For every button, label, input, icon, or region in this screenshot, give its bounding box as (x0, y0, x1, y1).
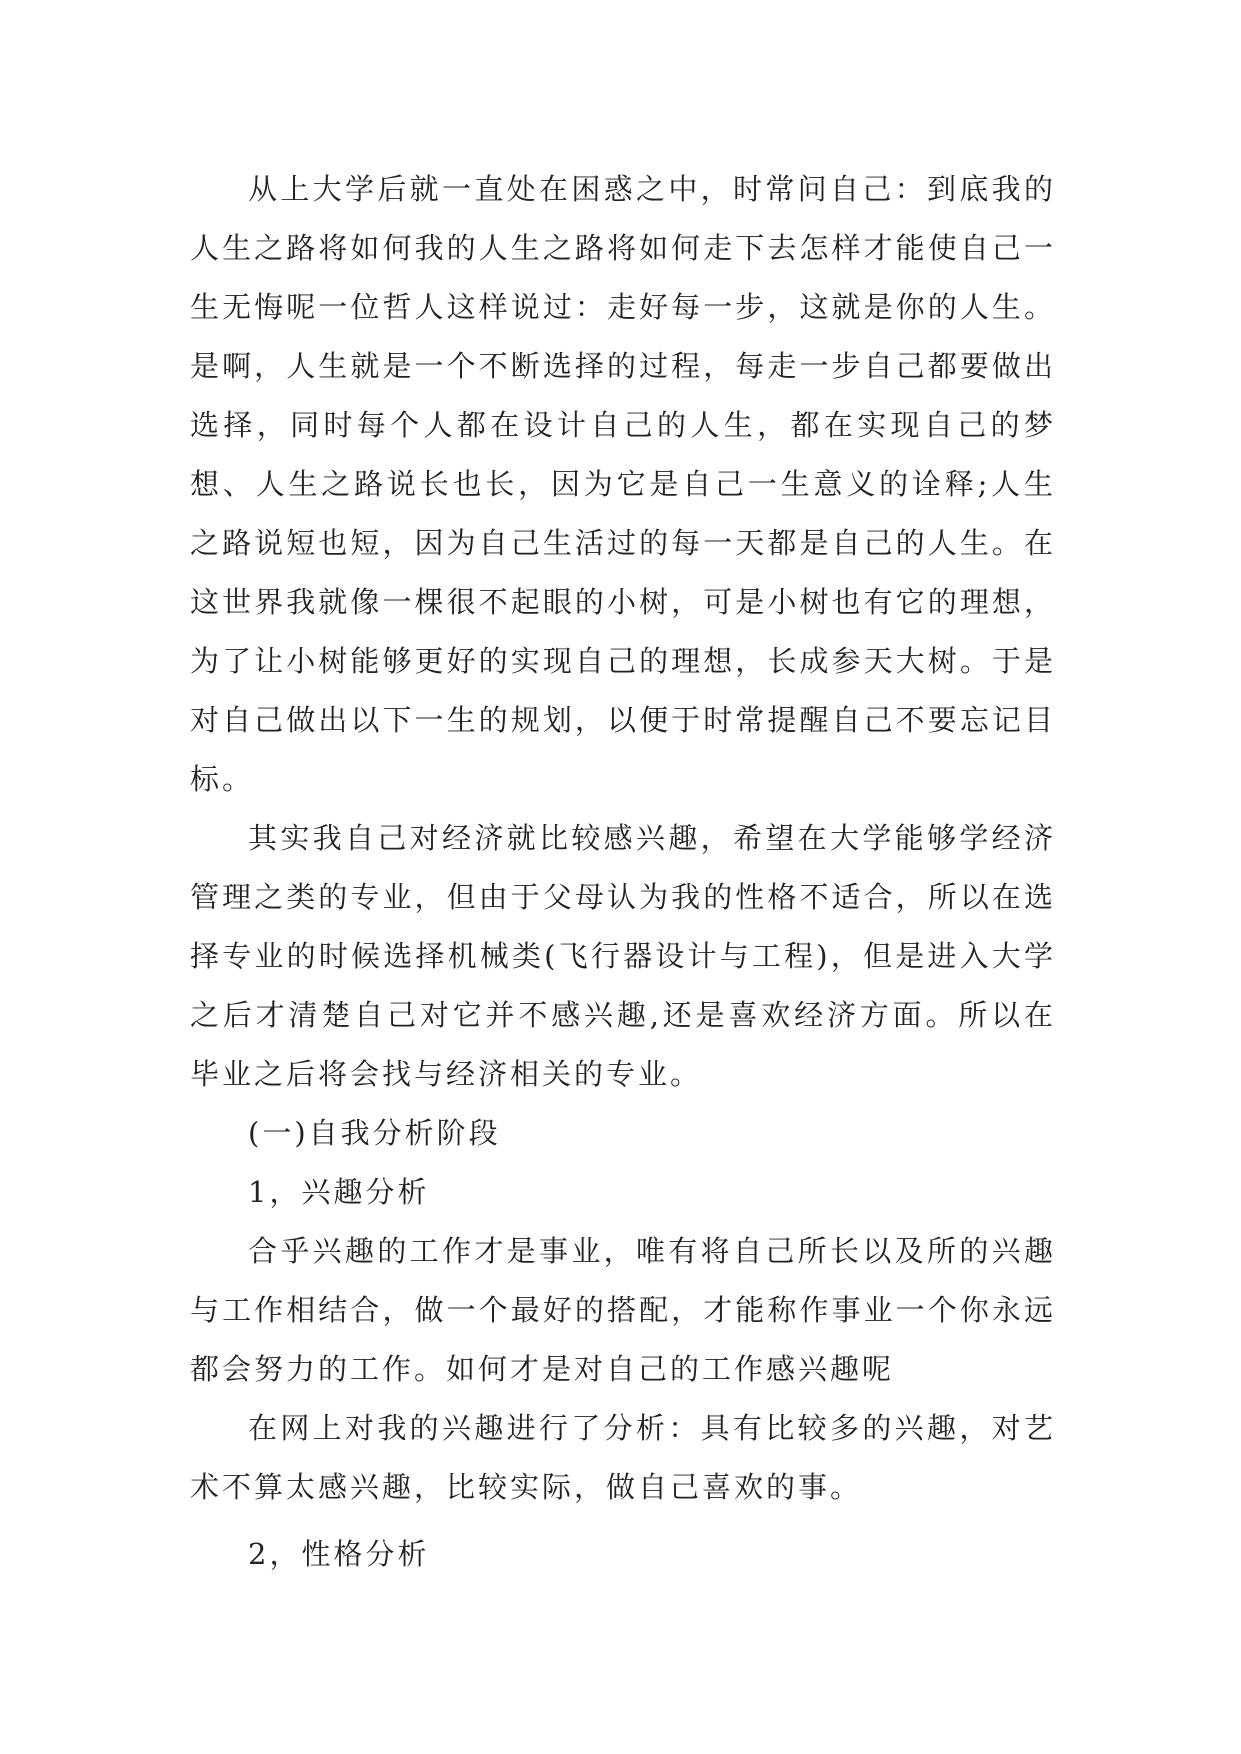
paragraph-interest-work: 合乎兴趣的工作才是事业，唯有将自己所长以及所的兴趣与工作相结合，做一个最好的搭配，才能称作事业一个你永远都会努力的工作。如何才是对自己的工作感兴趣呢 (190, 1234, 1056, 1386)
section-heading-self-analysis: (一)自我分析阶段 (248, 1116, 501, 1150)
subheading-interest-analysis: 1，兴趣分析 (248, 1175, 430, 1209)
paragraph-interest-result: 在网上对我的兴趣进行了分析：具有比较多的兴趣，对艺术不算太感兴趣，比较实际，做自己喜欢的事。 (190, 1411, 1056, 1504)
spacer (190, 1517, 1056, 1525)
paragraph-major-choice: 其实我自己对经济就比较感兴趣，希望在大学能够学经济管理之类的专业，但由于父母认为我的性格不适合，所以在选择专业的时候选择机械类(飞行器设计与工程)，但是进入大学之后才清楚自己对它并不感兴趣,还是喜欢经济方面。所以在毕业之后将会找与经济相关的专业。 (190, 821, 1056, 1091)
document-body (190, 160, 1056, 1584)
paragraph-intro: 从上大学后就一直处在困惑之中，时常问自己：到底我的人生之路将如何我的人生之路将如何走下去怎样才能使自己一生无悔呢一位哲人这样说过：走好每一步，这就是你的人生。是啊，人生就是一个不断选择的过程，每走一步自己都要做出选择，同时每个人都在设计自己的人生，都在实现自己的梦想、人生之路说长也长，因为它是自己一生意义的诠释;人生之路说短也短，因为自己生活过的每一天都是自己的人生。在这世界我就像一棵很不起眼的小树，可是小树也有它的理想，为了让小树能够更好的实现自己的理想，长成参天大树。于是对自己做出以下一生的规划，以便于时常提醒自己不要忘记目标。 (190, 172, 1056, 796)
subheading-personality-analysis: 2，性格分析 (248, 1537, 430, 1571)
